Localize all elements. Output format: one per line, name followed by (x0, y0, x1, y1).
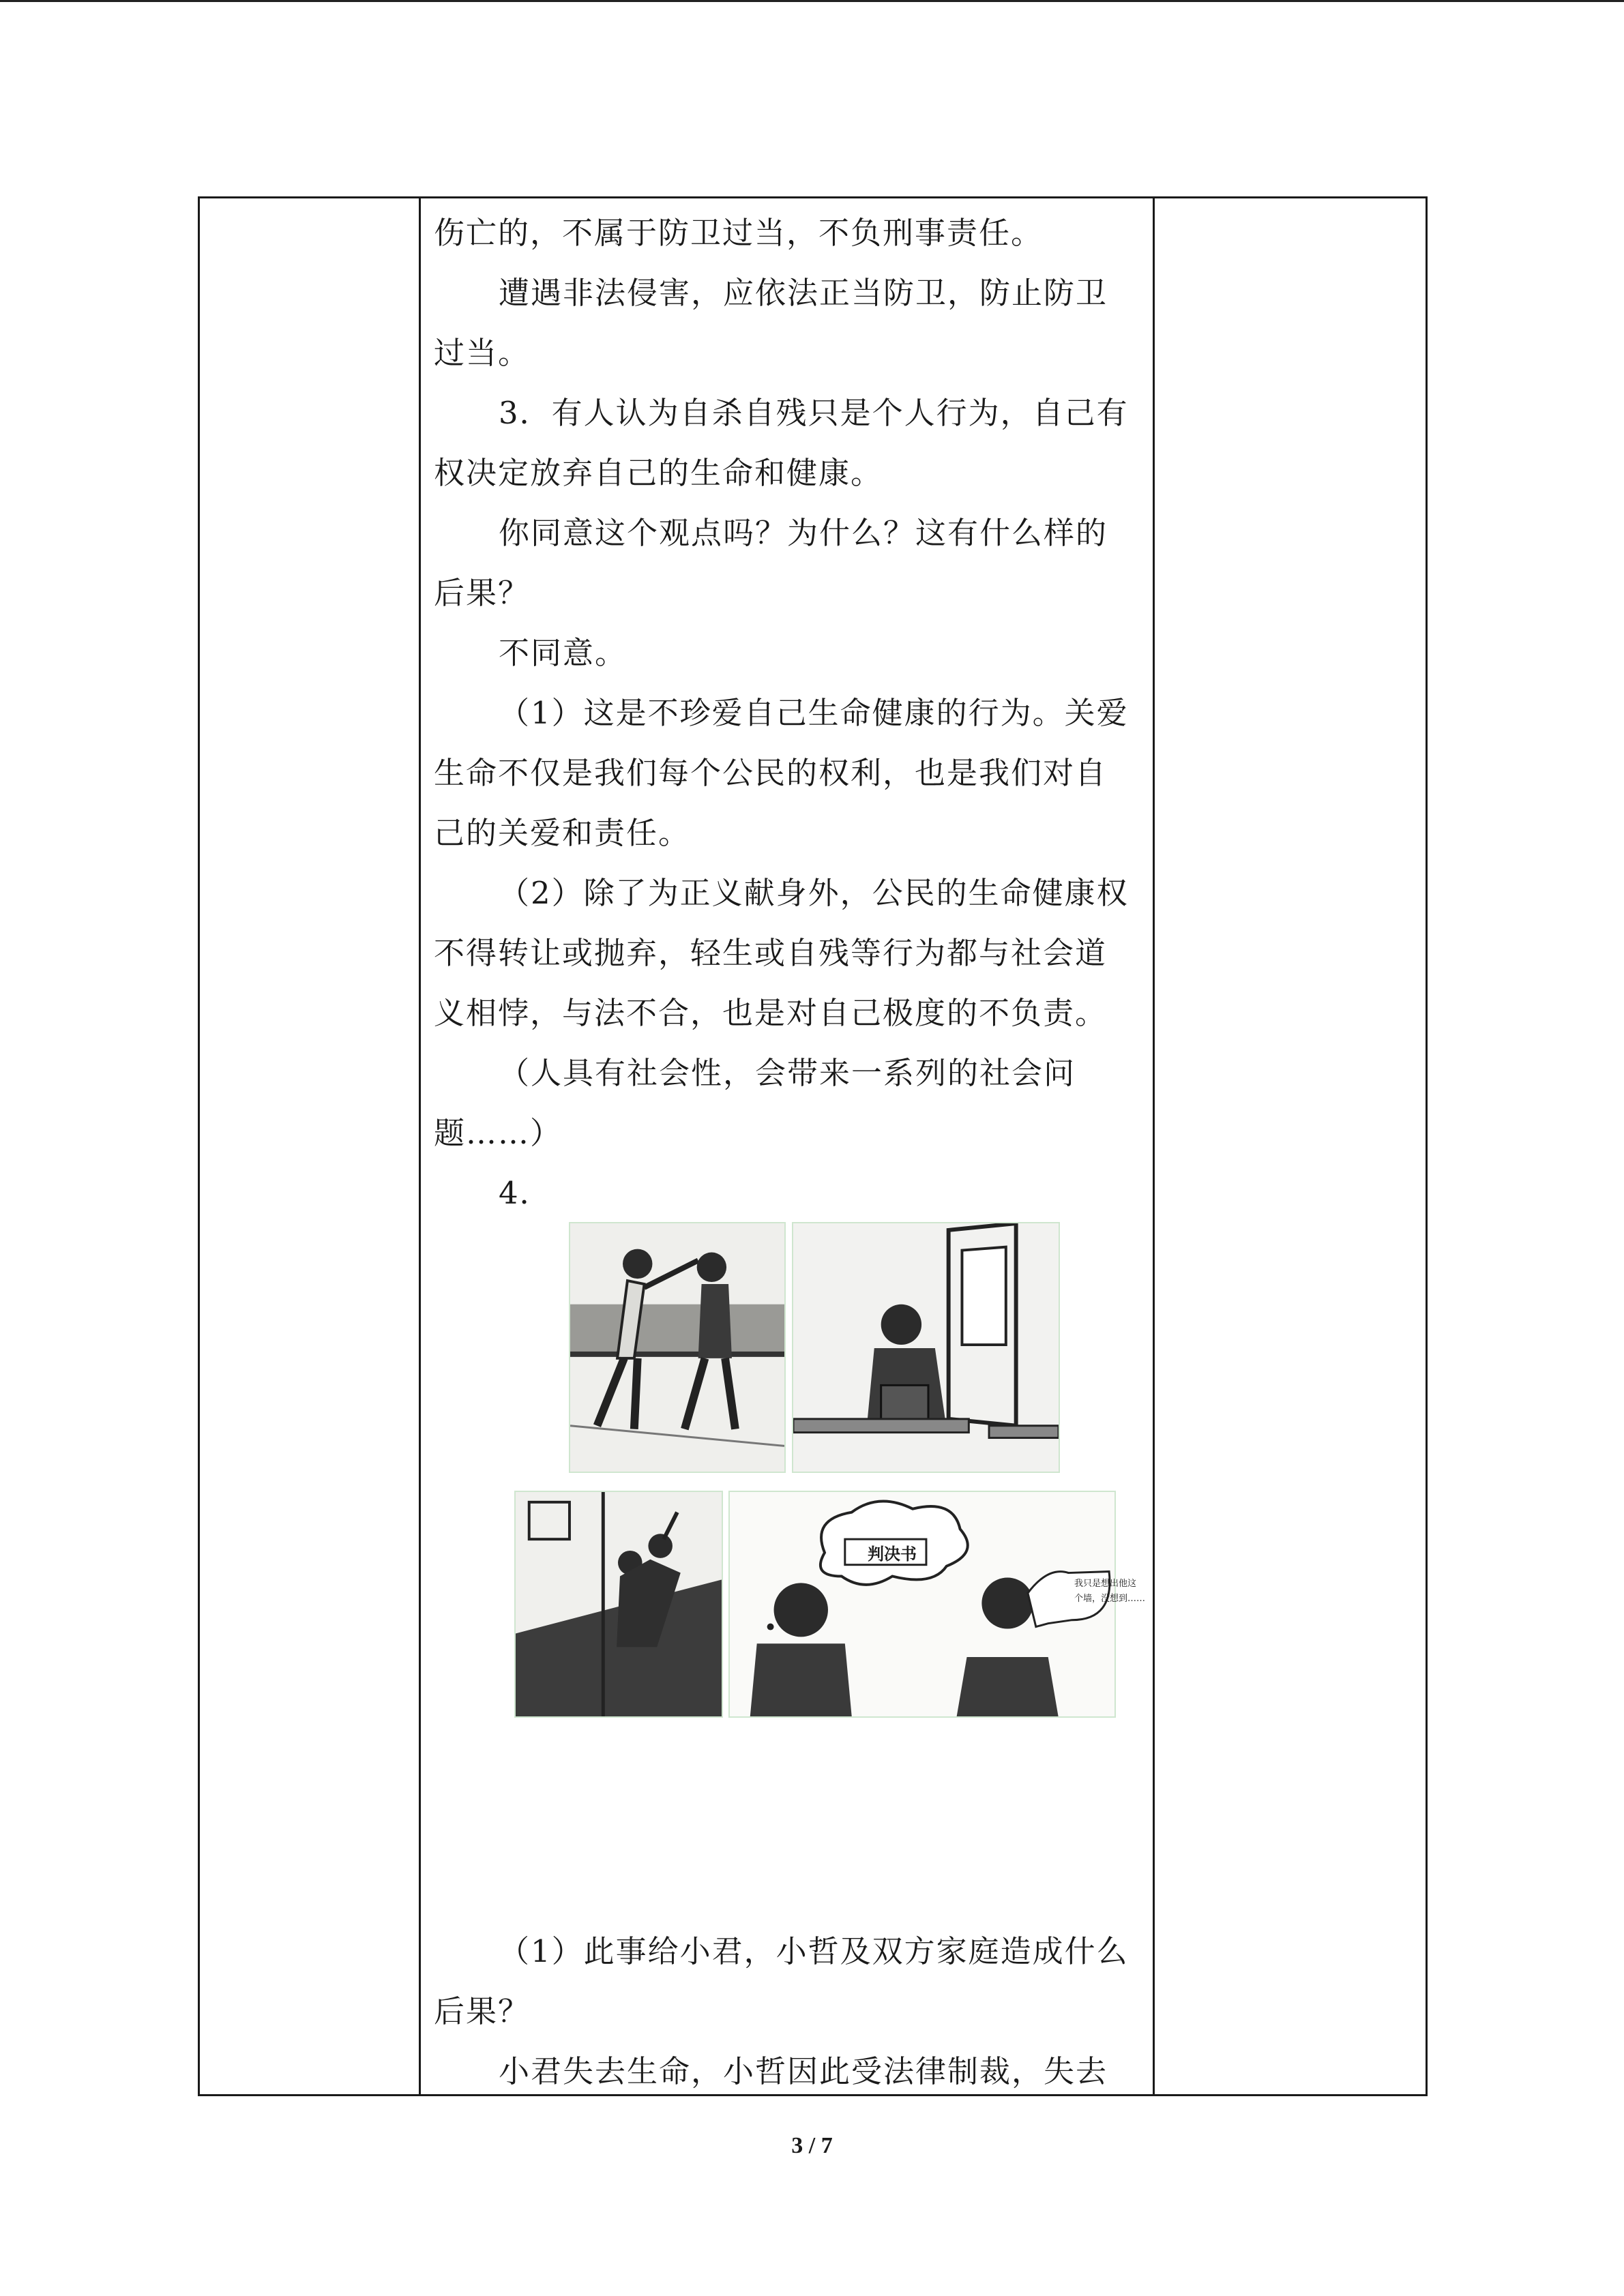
paragraph-line: （1）此事给小君，小哲及双方家庭造成什么 (499, 1933, 1129, 1969)
paragraph-line: 4． (499, 1175, 552, 1211)
comic-panel-struggle (514, 1491, 723, 1718)
paragraph-line: 义相悖，与法不合，也是对自己极度的不负责。 (434, 995, 1108, 1031)
text-block-top (434, 203, 1149, 1223)
column-divider-left (419, 198, 421, 2094)
paragraph-line: 3．有人认为自杀自残只是个人行为，自己有 (499, 395, 1129, 431)
paragraph-line: 过当。 (434, 335, 531, 371)
paragraph-line: 不得转让或抛弃，轻生或自残等行为都与社会道 (434, 935, 1108, 971)
content-column (434, 196, 1149, 2096)
paragraph-line: 后果？ (434, 575, 531, 611)
paragraph-line: （人具有社会性，会带来一系列的社会问 (499, 1055, 1076, 1091)
paragraph-line: 权决定放弃自己的生命和健康。 (434, 455, 883, 491)
paragraph-line: 己的关爱和责任。 (434, 815, 691, 851)
comic-panel-classroom (792, 1222, 1060, 1473)
column-divider-right (1153, 198, 1155, 2094)
paragraph-line: 生命不仅是我们每个公民的权利，也是我们对自 (434, 755, 1108, 791)
paragraph-line: 题……） (434, 1115, 563, 1151)
paragraph-line: 不同意。 (499, 635, 628, 671)
paragraph-line: 后果？ (434, 1993, 531, 2029)
paragraph-line: 遭遇非法侵害，应依法正当防卫，防止防卫 (499, 275, 1108, 311)
paragraph-line: 你同意这个观点吗？为什么？这有什么样的 (499, 515, 1108, 551)
paragraph-line: （2）除了为正义献身外，公民的生命健康权 (499, 875, 1129, 911)
verdict-label: 判决书 (868, 1544, 917, 1564)
comic-panel-fight (569, 1222, 786, 1473)
paragraph-line: （1）这是不珍爱自己生命健康的行为。关爱 (499, 695, 1129, 731)
page-number: 3 / 7 (791, 2133, 833, 2158)
text-block-bottom (434, 1922, 1149, 2096)
speech-line-2: 个墙，没想到…… (1074, 1594, 1146, 1604)
top-rule (0, 0, 1624, 2)
speech-line-1: 我只是想出他这 (1074, 1579, 1137, 1589)
speech-bubble-text (1074, 1577, 1149, 1607)
comic-panel-verdict (728, 1491, 1116, 1718)
paragraph-line: 伤亡的，不属于防卫过当，不负刑事责任。 (434, 215, 1044, 251)
paragraph-line: 小君失去生命，小哲因此受法律制裁，失去 (499, 2053, 1108, 2089)
